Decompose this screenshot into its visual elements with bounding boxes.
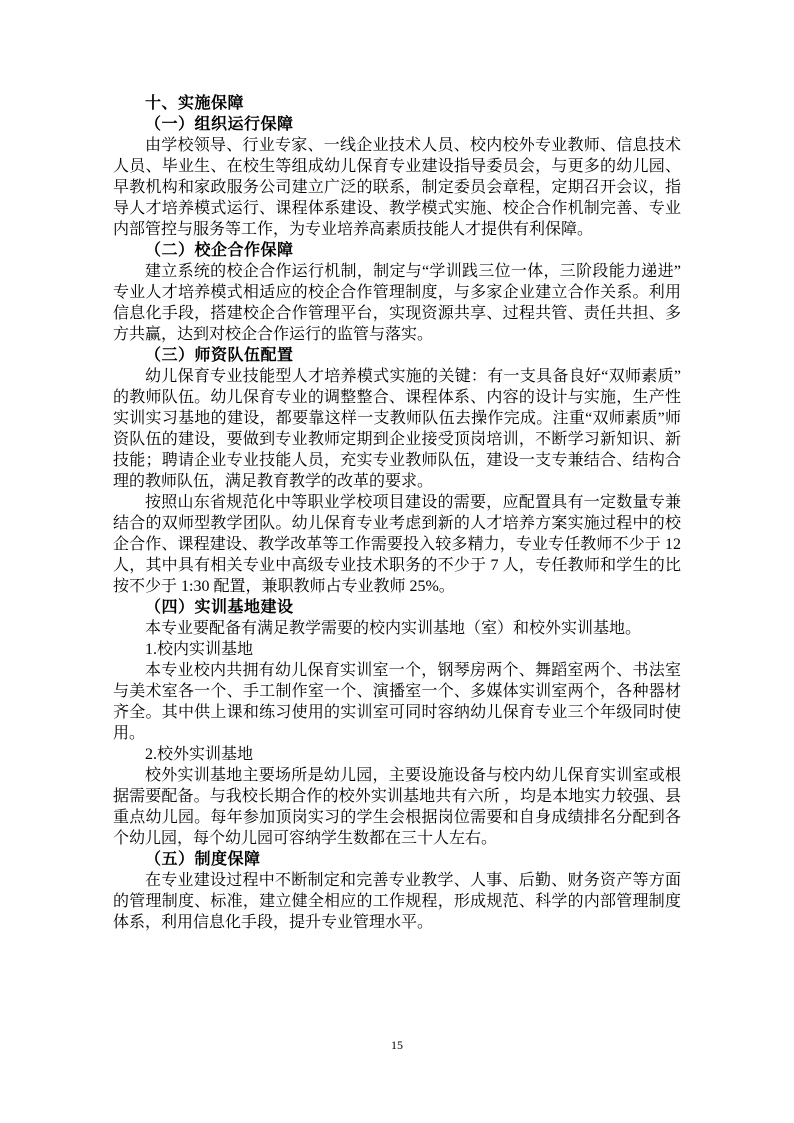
paragraph: 本专业要配备有满足教学需要的校内实训基地（室）和校外实训基地。 <box>145 620 642 637</box>
document-body <box>113 93 681 933</box>
section-heading: 十、实施保障 <box>145 95 245 112</box>
paragraph: 在专业建设过程中不断制定和完善专业教学、人事、后勤、财务资产等方面的管理制度、标准，建立健全相应的工作规程，形成规范、科学的内部管理制度体系，利用信息化手段，提升专业管理水平。 <box>113 872 681 931</box>
paragraph: 校外实训基地主要场所是幼儿园，主要设施设备与校内幼儿保育实训室或根据需要配备。与我校长期合作的校外实训基地共有六所 ，均是本地实力较强、县重点幼儿园。每年参加顶岗实习的学生会根据岗位需要和自身成绩排名分配到各个幼儿园，每个幼儿园可容纳学生数都在三十人左右。 <box>113 767 681 847</box>
section-heading: （一）组织运行保障 <box>145 116 294 133</box>
section-heading: （五）制度保障 <box>145 851 261 868</box>
section-heading: （二）校企合作保障 <box>145 242 294 259</box>
paragraph: 建立系统的校企合作运行机制，制定与“学训践三位一体，三阶段能力递进”专业人才培养模式相适应的校企合作管理制度，与多家企业建立合作关系。利用信息化手段，搭建校企合作管理平台，实现资源共享、过程共管、责任共担、多方共赢，达到对校企合作运行的监管与落实。 <box>113 263 681 343</box>
paragraph: 由学校领导、行业专家、一线企业技术人员、校内校外专业教师、信息技术人员、毕业生、在校生等组成幼儿保育专业建设指导委员会，与更多的幼儿园、早教机构和家政服务公司建立广泛的联系，制定委员会章程，定期召开会议，指导人才培养模式运行、课程体系建设、教学模式实施、校企合作机制完善、专业内部管控与服务等工作，为专业培养高素质技能人才提供有利保障。 <box>113 137 681 238</box>
paragraph: 1.校内实训基地 <box>145 641 254 658</box>
paragraph: 本专业校内共拥有幼儿保育实训室一个，钢琴房两个、舞蹈室两个、书法室与美术室各一个、手工制作室一个、演播室一个、多媒体实训室两个，各种器材齐全。其中供上课和练习使用的实训室可同时容纳幼儿保育专业三个年级同时使用。 <box>113 662 681 742</box>
section-heading: （三）师资队伍配置 <box>145 347 294 364</box>
paragraph: 幼儿保育专业技能型人才培养模式实施的关键：有一支具备良好“双师素质”的教师队伍。幼儿保育专业的调整整合、课程体系、内容的设计与实施，生产性实训实习基地的建设，都要靠这样一支教师队伍去操作完成。注重“双师素质”师资队伍的建设，要做到专业教师定期到企业接受顶岗培训，不断学习新知识、新技能；聘请企业专业技能人员，充实专业教师队伍，建设一支专兼结合、结构合理的教师队伍，满足教育教学的改革的要求。 <box>113 368 681 490</box>
paragraph: 2.校外实训基地 <box>145 746 254 763</box>
section-heading: （四）实训基地建设 <box>145 599 294 616</box>
page-number: 15 <box>391 1038 403 1052</box>
paragraph: 按照山东省规范化中等职业学校项目建设的需要，应配置具有一定数量专兼结合的双师型教学团队。幼儿保育专业考虑到新的人才培养方案实施过程中的校企合作、课程建设、教学改革等工作需要投入较多精力，专业专任教师不少于 12 人，其中具有相关专业中高级专业技术职务的不少于 7 人，专任教师和学生的比按不少于 1:30 配置，兼职教师占专业教师 25%。 <box>113 494 681 595</box>
